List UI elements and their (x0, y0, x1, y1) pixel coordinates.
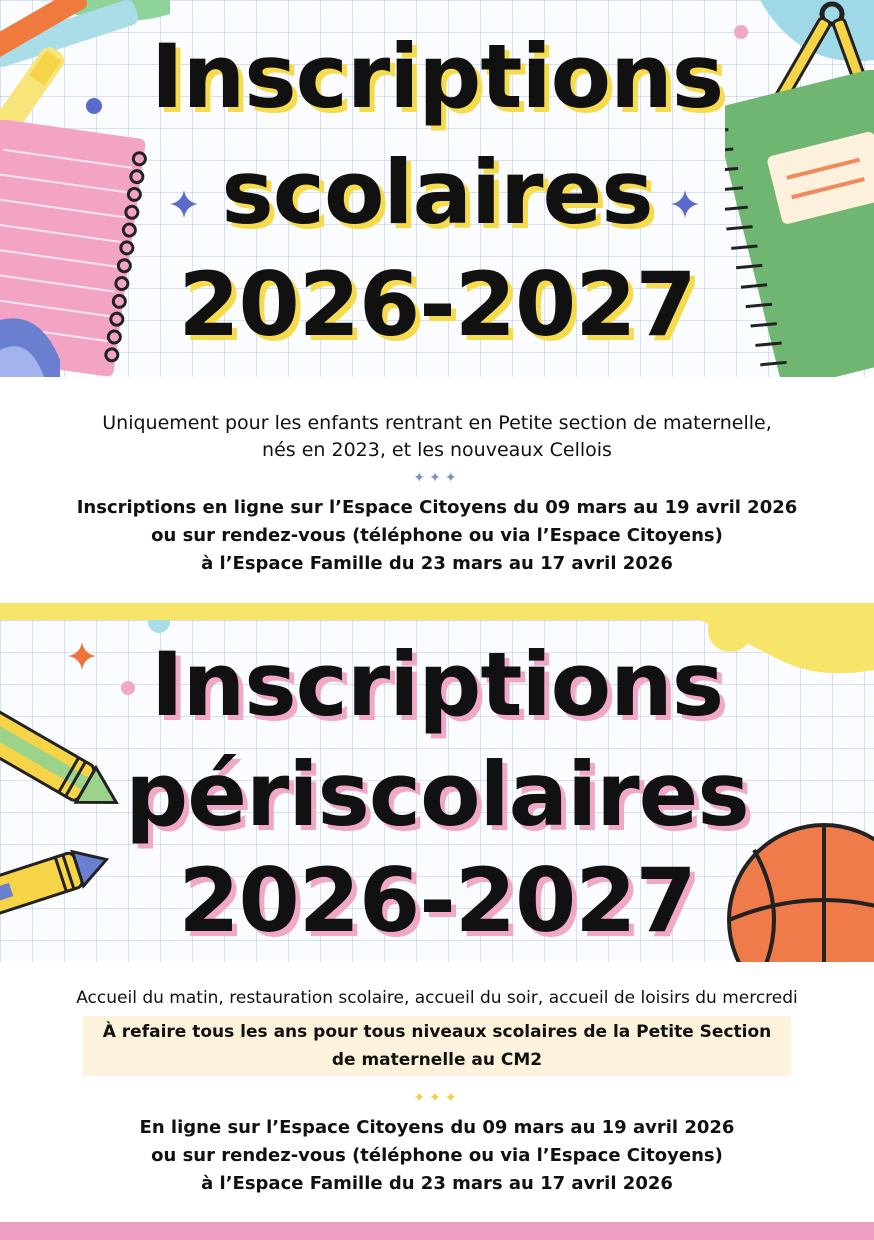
separator-sparkles: ✦✦✦ (413, 1090, 461, 1106)
title-periscolaires-line2: périscolaires (125, 743, 749, 846)
schedule-line3: à l’Espace Famille du 23 mars au 17 avril 2026 (201, 1173, 673, 1194)
notice-line1: À refaire tous les ans pour tous niveaux scolaires de la Petite Section (102, 1022, 772, 1042)
eligibility-text (0, 410, 874, 464)
schedule-line1: En ligne sur l’Espace Citoyens du 09 mars au 19 avril 2026 (139, 1117, 735, 1138)
notice-line2: de maternelle au CM2 (331, 1050, 543, 1070)
schedule-line3: à l’Espace Famille du 23 mars au 17 avril 2026 (201, 553, 673, 574)
hero-scolaires (0, 0, 874, 377)
title-scolaires-line1: Inscriptions (150, 25, 724, 128)
schedule-periscolaires (0, 1114, 874, 1198)
schedule-line2: ou sur rendez-vous (téléphone ou via l’Espace Citoyens) (151, 525, 723, 546)
schedule-line1: Inscriptions en ligne sur l’Espace Citoyens du 09 mars au 19 avril 2026 (76, 497, 798, 518)
eligibility-line2: nés en 2023, et les nouveaux Cellois (262, 439, 612, 461)
bottom-band (0, 1222, 874, 1240)
title-scolaires-line2: scolaires (221, 141, 653, 244)
separator-sparkles: ✦✦✦ (413, 470, 461, 486)
divider-band (0, 603, 874, 620)
eligibility-line1: Uniquement pour les enfants rentrant en Petite section de maternelle, (102, 412, 772, 434)
services-text: Accueil du matin, restauration scolaire, accueil du soir, accueil de loisirs du mercredi (76, 988, 798, 1008)
title-periscolaires-line1: Inscriptions (150, 633, 724, 736)
title-periscolaires-year: 2026-2027 (178, 849, 696, 952)
hero-periscolaires (0, 620, 874, 962)
schedule-scolaires (0, 494, 874, 578)
schedule-line2: ou sur rendez-vous (téléphone ou via l’Espace Citoyens) (151, 1145, 723, 1166)
notice-box (83, 1016, 791, 1076)
title-scolaires-year: 2026-2027 (178, 253, 696, 356)
